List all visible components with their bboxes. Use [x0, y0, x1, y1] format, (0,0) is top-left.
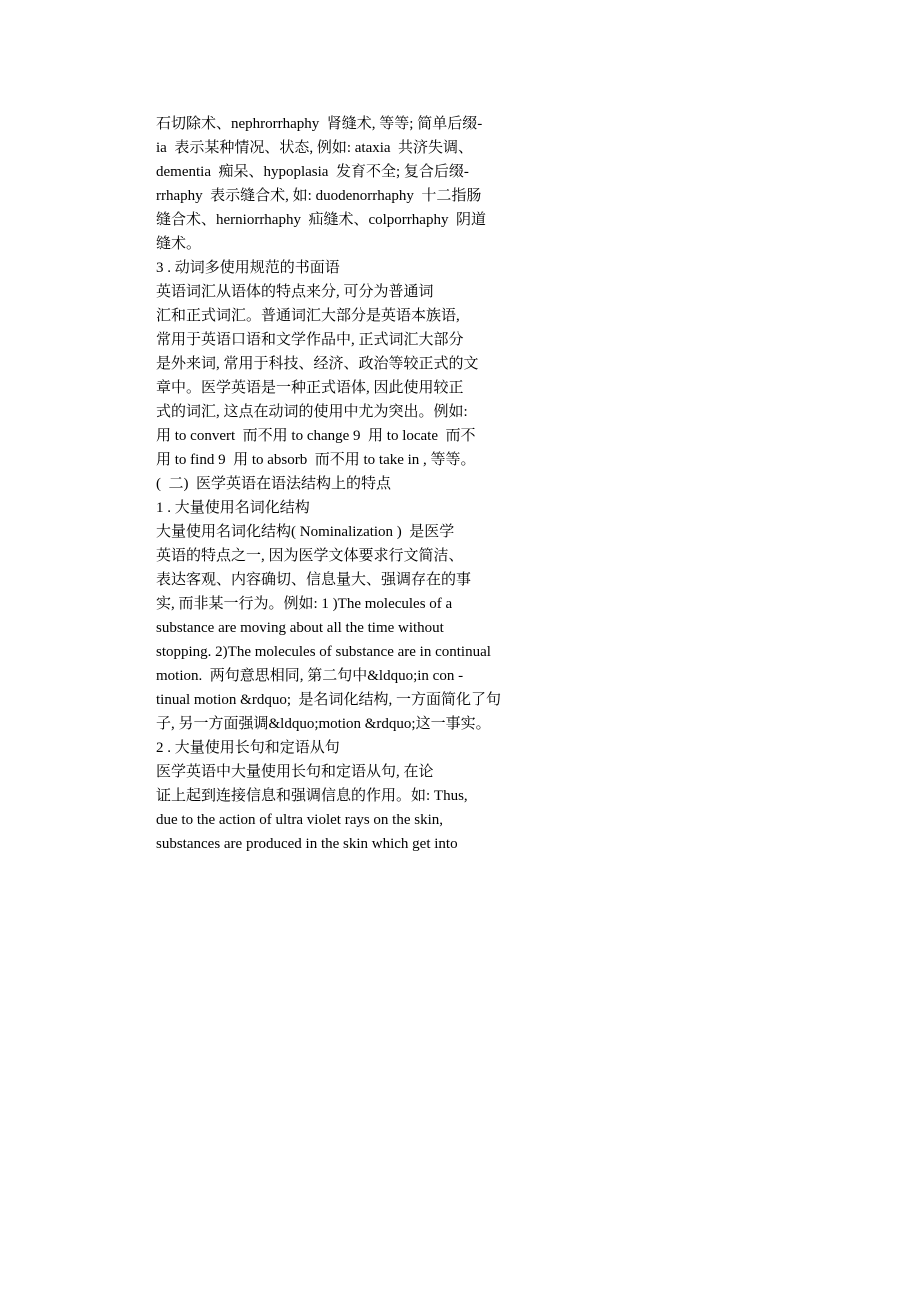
text-line: stopping. 2)The molecules of substance are in continual	[156, 644, 491, 660]
text-line: 用 to convert 而不用 to change 9 用 to locate 而不	[156, 428, 476, 444]
text-line: 表达客观、内容确切、信息量大、强调存在的事	[156, 572, 472, 588]
section-heading: 3 . 动词多使用规范的书面语	[156, 260, 340, 276]
section-heading: ( 二) 医学英语在语法结构上的特点	[156, 476, 391, 492]
text-line: 英语的特点之一, 因为医学文体要求行文简洁、	[156, 548, 464, 564]
text-line: 用 to find 9 用 to absorb 而不用 to take in , 等等。	[156, 452, 476, 468]
text-line: dementia 痴呆、hypoplasia 发育不全; 复合后缀-	[156, 164, 469, 180]
text-line: 医学英语中大量使用长句和定语从句, 在论	[156, 764, 434, 780]
text-line: motion. 两句意思相同, 第二句中&ldquo;in con -	[156, 668, 464, 684]
text-line: substance are moving about all the time without	[156, 620, 444, 636]
text-line: 石切除术、nephrorrhaphy 肾缝术, 等等; 简单后缀-	[156, 116, 483, 132]
text-line: 缝术。	[156, 236, 202, 252]
document-body	[156, 112, 546, 856]
text-line: 常用于英语口语和文学作品中, 正式词汇大部分	[156, 332, 464, 348]
text-line: 大量使用名词化结构( Nominalization ) 是医学	[156, 524, 455, 540]
text-line: 式的词汇, 这点在动词的使用中尤为突出。例如:	[156, 404, 468, 420]
text-line: 英语词汇从语体的特点来分, 可分为普通词	[156, 284, 434, 300]
text-line: tinual motion &rdquo; 是名词化结构, 一方面简化了句	[156, 692, 501, 708]
text-line: 证上起到连接信息和强调信息的作用。如: Thus,	[156, 788, 468, 804]
section-heading: 1 . 大量使用名词化结构	[156, 500, 310, 516]
text-line: ia 表示某种情况、状态, 例如: ataxia 共济失调、	[156, 140, 474, 156]
text-line: 汇和正式词汇。普通词汇大部分是英语本族语,	[156, 308, 460, 324]
text-line: substances are produced in the skin which get into	[156, 836, 458, 852]
text-line: 实, 而非某一行为。例如: 1 )The molecules of a	[156, 596, 453, 612]
text-line: 是外来词, 常用于科技、经济、政治等较正式的文	[156, 356, 479, 372]
text-line: due to the action of ultra violet rays on the skin,	[156, 812, 444, 828]
section-heading: 2 . 大量使用长句和定语从句	[156, 740, 340, 756]
text-line: 章中。医学英语是一种正式语体, 因此使用较正	[156, 380, 464, 396]
text-line: 子, 另一方面强调&ldquo;motion &rdquo;这一事实。	[156, 716, 491, 732]
text-line: 缝合术、herniorrhaphy 疝缝术、colporrhaphy 阴道	[156, 212, 486, 228]
text-line: rrhaphy 表示缝合术, 如: duodenorrhaphy 十二指肠	[156, 188, 482, 204]
